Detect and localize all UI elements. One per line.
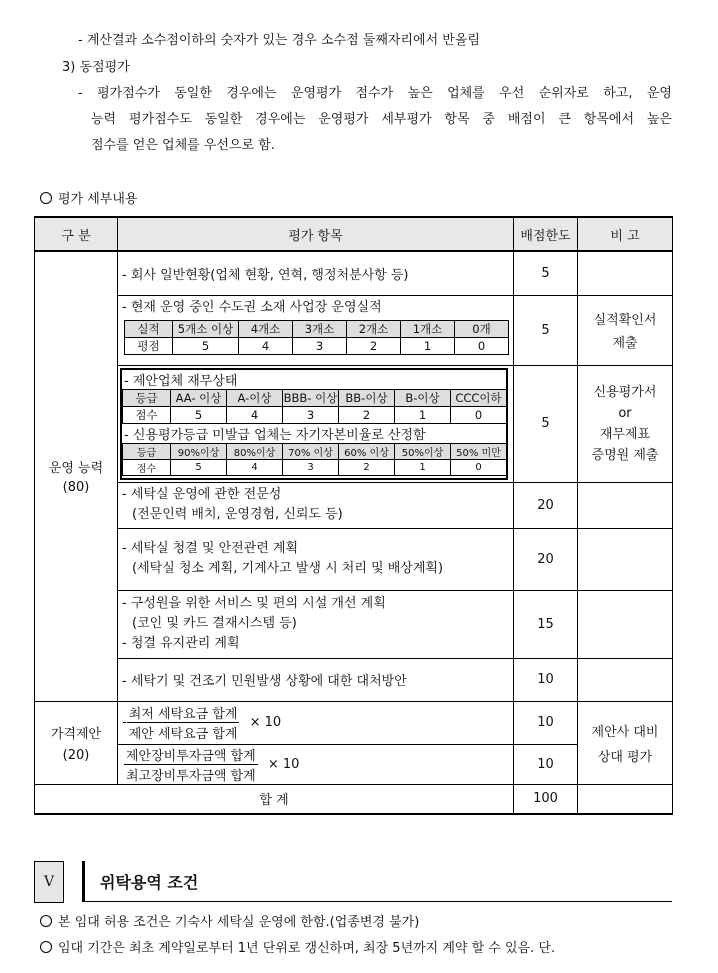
item-service-improvement: - 구성원을 위한 서비스 및 편의 시설 개선 계획 — [122, 596, 386, 611]
subtable-cell: 2 — [347, 337, 401, 354]
subtable-cell: 0 — [451, 406, 507, 423]
subtable-cell: 70% 이상 — [283, 443, 339, 459]
subtable-cell: 2개소 — [347, 320, 401, 337]
note-cell: 실적확인서 제출 — [578, 295, 673, 365]
score-cell: 5 — [514, 251, 578, 295]
equity-ratio-subtable — [122, 443, 507, 476]
item-maintenance: - 청결 유지관리 계획 — [122, 636, 240, 651]
subtable-cell: 등급 — [123, 389, 171, 406]
condition-bullet-2: 임대 기간은 최초 계약일로부터 1년 단위로 갱신하며, 최장 5년까지 계약 할 수 있음. 단. — [40, 937, 672, 956]
subtable-cell: 50% 미만 — [451, 443, 507, 459]
subtable-cell: BB-이상 — [339, 389, 395, 406]
section-title: 위탁용역 조건 — [100, 873, 199, 892]
category-operation: 운영 능력 (80) — [35, 251, 118, 701]
note-cell — [578, 784, 673, 814]
circle-bullet-icon — [40, 915, 52, 927]
subtable-cell: 점수 — [123, 406, 171, 423]
section-label: 평가 세부내용 — [40, 188, 137, 207]
subtable-cell: AA- 이상 — [171, 389, 227, 406]
subtable-cell: A-이상 — [227, 389, 283, 406]
circle-bullet-icon — [40, 941, 52, 953]
table-header-row — [35, 217, 673, 251]
score-cell: 5 — [514, 295, 578, 365]
equipment-formula: $\frac{\text{제안장비투자금액 합계}}{\text{최고장비투자금액 합계}}$ — [124, 745, 258, 784]
score-cell: 10 — [514, 744, 578, 784]
total-row — [35, 784, 673, 814]
note-cell: 제안사 대비 상대 평가 — [578, 701, 673, 784]
item-company-status: - 회사 일반현황(업체 현황, 연혁, 행정처분사항 등) — [122, 267, 409, 283]
subtable-cell: 1 — [395, 459, 451, 475]
subtable-cell: 0 — [455, 337, 509, 354]
score-cell: 20 — [514, 528, 578, 590]
table-row — [35, 658, 673, 701]
condition-bullet-1: 본 임대 허용 조건은 기숙사 세탁실 운영에 한함.(업종변경 불가) — [40, 911, 419, 930]
total-score: 100 — [514, 784, 578, 814]
subtable-cell: 1 — [395, 406, 451, 423]
note-cell — [578, 658, 673, 701]
subtable-cell: 등급 — [123, 443, 171, 459]
table-row: 가격제안 (20) - $\frac{\text{최저 세탁요금 합계}}{\text{제안 세탁요금 합계}}$ × 10 10 제안사 대비 상대 평가 — [35, 701, 673, 744]
table-row: - 세탁실 운영에 관한 전문성 (전문인력 배치, 운영경험, 신뢰도 등) 20 — [35, 482, 673, 528]
table-row — [35, 251, 673, 295]
item-complaint-response: - 세탁기 및 건조기 민원발생 상황에 대한 대처방안 — [122, 674, 407, 689]
subtable-cell: 3개소 — [293, 320, 347, 337]
score-cell: 5 — [514, 365, 578, 482]
tie-rule-line2: 능력 평가점수도 동일한 경우에는 운영평가 세부평가 항목 중 배점이 큰 항목에서 높은 — [91, 112, 672, 127]
subtable-cell: 5개소 이상 — [173, 320, 239, 337]
subtable-cell: 80%이상 — [227, 443, 283, 459]
circle-bullet-icon — [40, 192, 52, 204]
subtable-cell: B-이상 — [395, 389, 451, 406]
subtable-cell: 5 — [173, 337, 239, 354]
subtable-cell: 50%이상 — [395, 443, 451, 459]
header-category: 구 분 — [35, 217, 118, 251]
subtable-cell: 평점 — [125, 337, 173, 354]
note-cell — [578, 590, 673, 658]
note-cell — [578, 482, 673, 528]
financial-box — [120, 368, 508, 480]
subtable-cell: 4 — [227, 459, 283, 475]
item-cleanliness-safety: - 세탁실 청결 및 안전관련 계획 — [122, 541, 299, 556]
item-equity-ratio: - 신용평가등급 미발급 업체는 자기자본비율로 산정함 — [124, 427, 426, 443]
subtable-cell: 4 — [239, 337, 293, 354]
subtable-cell: CCC이하 — [451, 389, 507, 406]
score-cell: 10 — [514, 701, 578, 744]
subtable-cell: 60% 이상 — [339, 443, 395, 459]
score-cell: 10 — [514, 658, 578, 701]
category-price: 가격제안 (20) — [35, 701, 118, 784]
tie-rule-line3: 점수를 얻은 업체를 우선으로 함. — [91, 138, 275, 153]
subtable-cell: 2 — [339, 406, 395, 423]
note-cell — [578, 251, 673, 295]
table-row — [35, 365, 673, 482]
track-record-subtable — [124, 320, 509, 355]
subtable-cell: 2 — [339, 459, 395, 475]
subtable-cell: 점수 — [123, 459, 171, 475]
section-rule — [82, 901, 672, 902]
subtable-cell: 4 — [227, 406, 283, 423]
subtable-cell: 실적 — [125, 320, 173, 337]
total-label: 합 계 — [35, 784, 514, 814]
header-score: 배점한도 — [514, 217, 578, 251]
subtable-cell: 5 — [171, 459, 227, 475]
header-item: 평가 항목 — [118, 217, 514, 251]
tie-rule-line1: - 평가점수가 동일한 경우에는 운영평가 점수가 높은 업체를 우선 순위자로 하고, 운영 — [78, 86, 672, 101]
table-row — [35, 295, 673, 365]
item-financial-status: - 제안업체 재무상태 — [124, 373, 238, 389]
subtable-cell: 3 — [293, 337, 347, 354]
subtable-cell: BBB- 이상 — [283, 390, 338, 405]
tie-heading: 3) 동점평가 — [62, 60, 130, 75]
table-row: - 세탁실 청결 및 안전관련 계획 (세탁실 청소 계획, 기계사고 발생 시 처리 및 배상계획) 20 — [35, 528, 673, 590]
price-formula: $\frac{\text{최저 세탁요금 합계}}{\text{제안 세탁요금 합계}}$ — [127, 703, 240, 742]
item-track-record: - 현재 운영 중인 수도권 소재 사업장 운영실적 — [122, 299, 382, 315]
evaluation-table — [34, 216, 673, 815]
subtable-cell: 0 — [451, 459, 507, 475]
table-row: - 구성원을 위한 서비스 및 편의 시설 개선 계획 (코인 및 카드 결재시스템 등) - 청결 유지관리 계획 15 — [35, 590, 673, 658]
subtable-cell: 5 — [171, 406, 227, 423]
note-cell — [578, 528, 673, 590]
subtable-cell: 4개소 — [239, 320, 293, 337]
score-cell: 20 — [514, 482, 578, 528]
score-cell: 15 — [514, 590, 578, 658]
subtable-cell: 1개소 — [401, 320, 455, 337]
credit-rating-subtable — [122, 389, 507, 424]
subtable-cell: 3 — [283, 406, 339, 423]
subtable-cell: 1 — [401, 337, 455, 354]
note-cell: 신용평가서 or 재무제표 증명원 제출 — [578, 365, 673, 482]
table-row: $\frac{\text{제안장비투자금액 합계}}{\text{최고장비투자금액 합계}}$ × 10 10 — [35, 744, 673, 784]
section-number: Ⅴ — [34, 861, 64, 903]
subtable-cell: 90%이상 — [171, 443, 227, 459]
section-divider — [82, 861, 85, 901]
rounding-rule: - 계산결과 소수점이하의 숫자가 있는 경우 소수점 둘째자리에서 반올림 — [78, 33, 480, 48]
subtable-cell: 3 — [283, 459, 339, 475]
item-expertise: - 세탁실 운영에 관한 전문성 — [122, 487, 282, 502]
subtable-cell: 0개 — [455, 320, 509, 337]
header-note: 비 고 — [578, 217, 673, 251]
